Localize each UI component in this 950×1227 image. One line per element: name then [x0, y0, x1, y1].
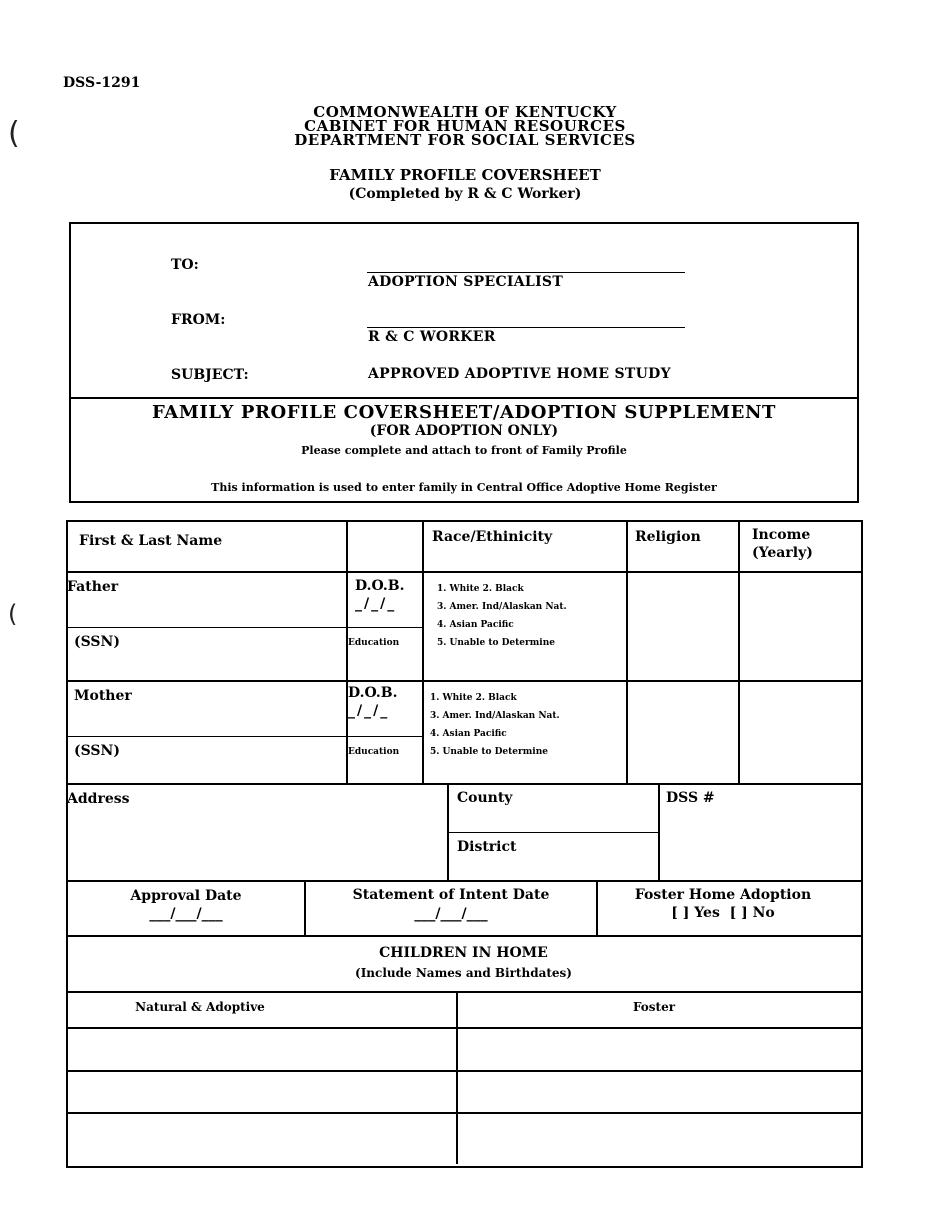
mother-address-divider: [66, 783, 861, 785]
natural-child-row-1[interactable]: [68, 1029, 456, 1070]
col-religion-header: Religion: [635, 529, 701, 545]
father-race-options[interactable]: [437, 580, 567, 652]
to-underline: [367, 272, 685, 273]
father-ssn-label: (SSN): [74, 634, 120, 650]
supplement-subtitle: (FOR ADOPTION ONLY): [369, 423, 559, 439]
mother-race-options[interactable]: [430, 689, 560, 761]
from-label: FROM:: [171, 312, 226, 328]
foster-child-row-1[interactable]: [458, 1029, 859, 1070]
form-code: DSS-1291: [63, 75, 141, 91]
foster-header: Foster: [632, 1000, 676, 1014]
foster-child-row-2[interactable]: [458, 1072, 859, 1112]
mother-ssn-label: (SSN): [74, 743, 120, 759]
father-mother-divider: [66, 680, 861, 682]
col-name-header: First & Last Name: [79, 533, 223, 549]
father-dob-field[interactable]: _/_/_: [355, 596, 397, 612]
race-option: 4. Asian Pacific: [437, 620, 514, 630]
col-divider-2: [422, 520, 424, 784]
county-label: County: [457, 790, 513, 806]
form-subtitle: (Completed by R & C Worker): [348, 186, 582, 202]
punch-hole-mark: (: [8, 116, 20, 151]
natural-child-row-2[interactable]: [68, 1072, 456, 1112]
race-option: 1. White 2. Black: [437, 584, 524, 594]
memo-divider: [69, 397, 857, 399]
mother-education-label: Education: [348, 747, 400, 757]
intent-date-field[interactable]: ___/___/___: [414, 906, 488, 922]
natural-child-row-3[interactable]: [68, 1114, 456, 1164]
supplement-instruction: Please complete and attach to front of Family Profile: [301, 444, 627, 457]
children-subtitle: (Include Names and Birthdates): [355, 966, 572, 980]
col-divider-4: [738, 520, 740, 784]
from-value[interactable]: R & C WORKER: [368, 329, 496, 345]
children-header-divider: [66, 991, 861, 993]
race-option: 3. Amer. Ind/Alaskan Nat.: [437, 602, 567, 612]
dss-number-label: DSS #: [666, 790, 715, 806]
address-dates-divider: [66, 880, 861, 882]
form-title: FAMILY PROFILE COVERSHEET: [329, 166, 601, 184]
address-label: Address: [67, 791, 130, 807]
supplement-title: FAMILY PROFILE COVERSHEET/ADOPTION SUPPLEMENT: [151, 402, 777, 423]
to-label: TO:: [171, 257, 199, 273]
header-line-1: COMMONWEALTH OF KENTUCKY: [313, 103, 617, 121]
subject-value[interactable]: APPROVED ADOPTIVE HOME STUDY: [368, 366, 671, 382]
from-underline: [367, 327, 685, 328]
mother-dob-field[interactable]: _/_/_: [348, 703, 390, 719]
supplement-note: This information is used to enter family in Central Office Adoptive Home Register: [211, 481, 717, 494]
mother-dob-label: D.O.B.: [348, 685, 398, 701]
header-line-2: CABINET FOR HUMAN RESOURCES: [304, 117, 626, 135]
natural-adoptive-header: Natural & Adoptive: [135, 1000, 265, 1014]
race-option: 3. Amer. Ind/Alaskan Nat.: [430, 711, 560, 721]
intent-date-label: Statement of Intent Date: [352, 887, 550, 903]
foster-adoption-label: Foster Home Adoption: [634, 887, 812, 903]
punch-hole-mark: (: [8, 600, 18, 628]
foster-adoption-options[interactable]: [ ] Yes [ ] No: [671, 905, 775, 921]
race-option: 5. Unable to Determine: [437, 638, 555, 648]
approval-date-label: Approval Date: [130, 888, 242, 904]
header-line-3: DEPARTMENT FOR SOCIAL SERVICES: [294, 131, 636, 149]
mother-label: Mother: [74, 688, 132, 704]
father-dob-label: D.O.B.: [355, 578, 405, 594]
district-label: District: [457, 839, 517, 855]
mother-ssn-divider: [66, 736, 424, 737]
race-option: 5. Unable to Determine: [430, 747, 548, 757]
father-label: Father: [67, 579, 119, 595]
col-divider-1: [346, 520, 348, 784]
father-education-label: Education: [348, 638, 400, 648]
header-row-divider: [66, 571, 861, 573]
race-option: 4. Asian Pacific: [430, 729, 507, 739]
foster-child-row-3[interactable]: [458, 1114, 859, 1164]
approval-date-field[interactable]: ___/___/___: [149, 906, 223, 922]
col-income-header: Income (Yearly): [752, 527, 813, 561]
col-race-header: Race/Ethinicity: [432, 529, 553, 545]
dates-children-divider: [66, 935, 861, 937]
county-district-divider: [447, 832, 659, 833]
col-divider-3: [626, 520, 628, 784]
father-ssn-divider: [66, 627, 424, 628]
to-value[interactable]: ADOPTION SPECIALIST: [368, 274, 564, 290]
race-option: 1. White 2. Black: [430, 693, 517, 703]
children-title: CHILDREN IN HOME: [379, 945, 548, 961]
subject-label: SUBJECT:: [171, 367, 249, 383]
